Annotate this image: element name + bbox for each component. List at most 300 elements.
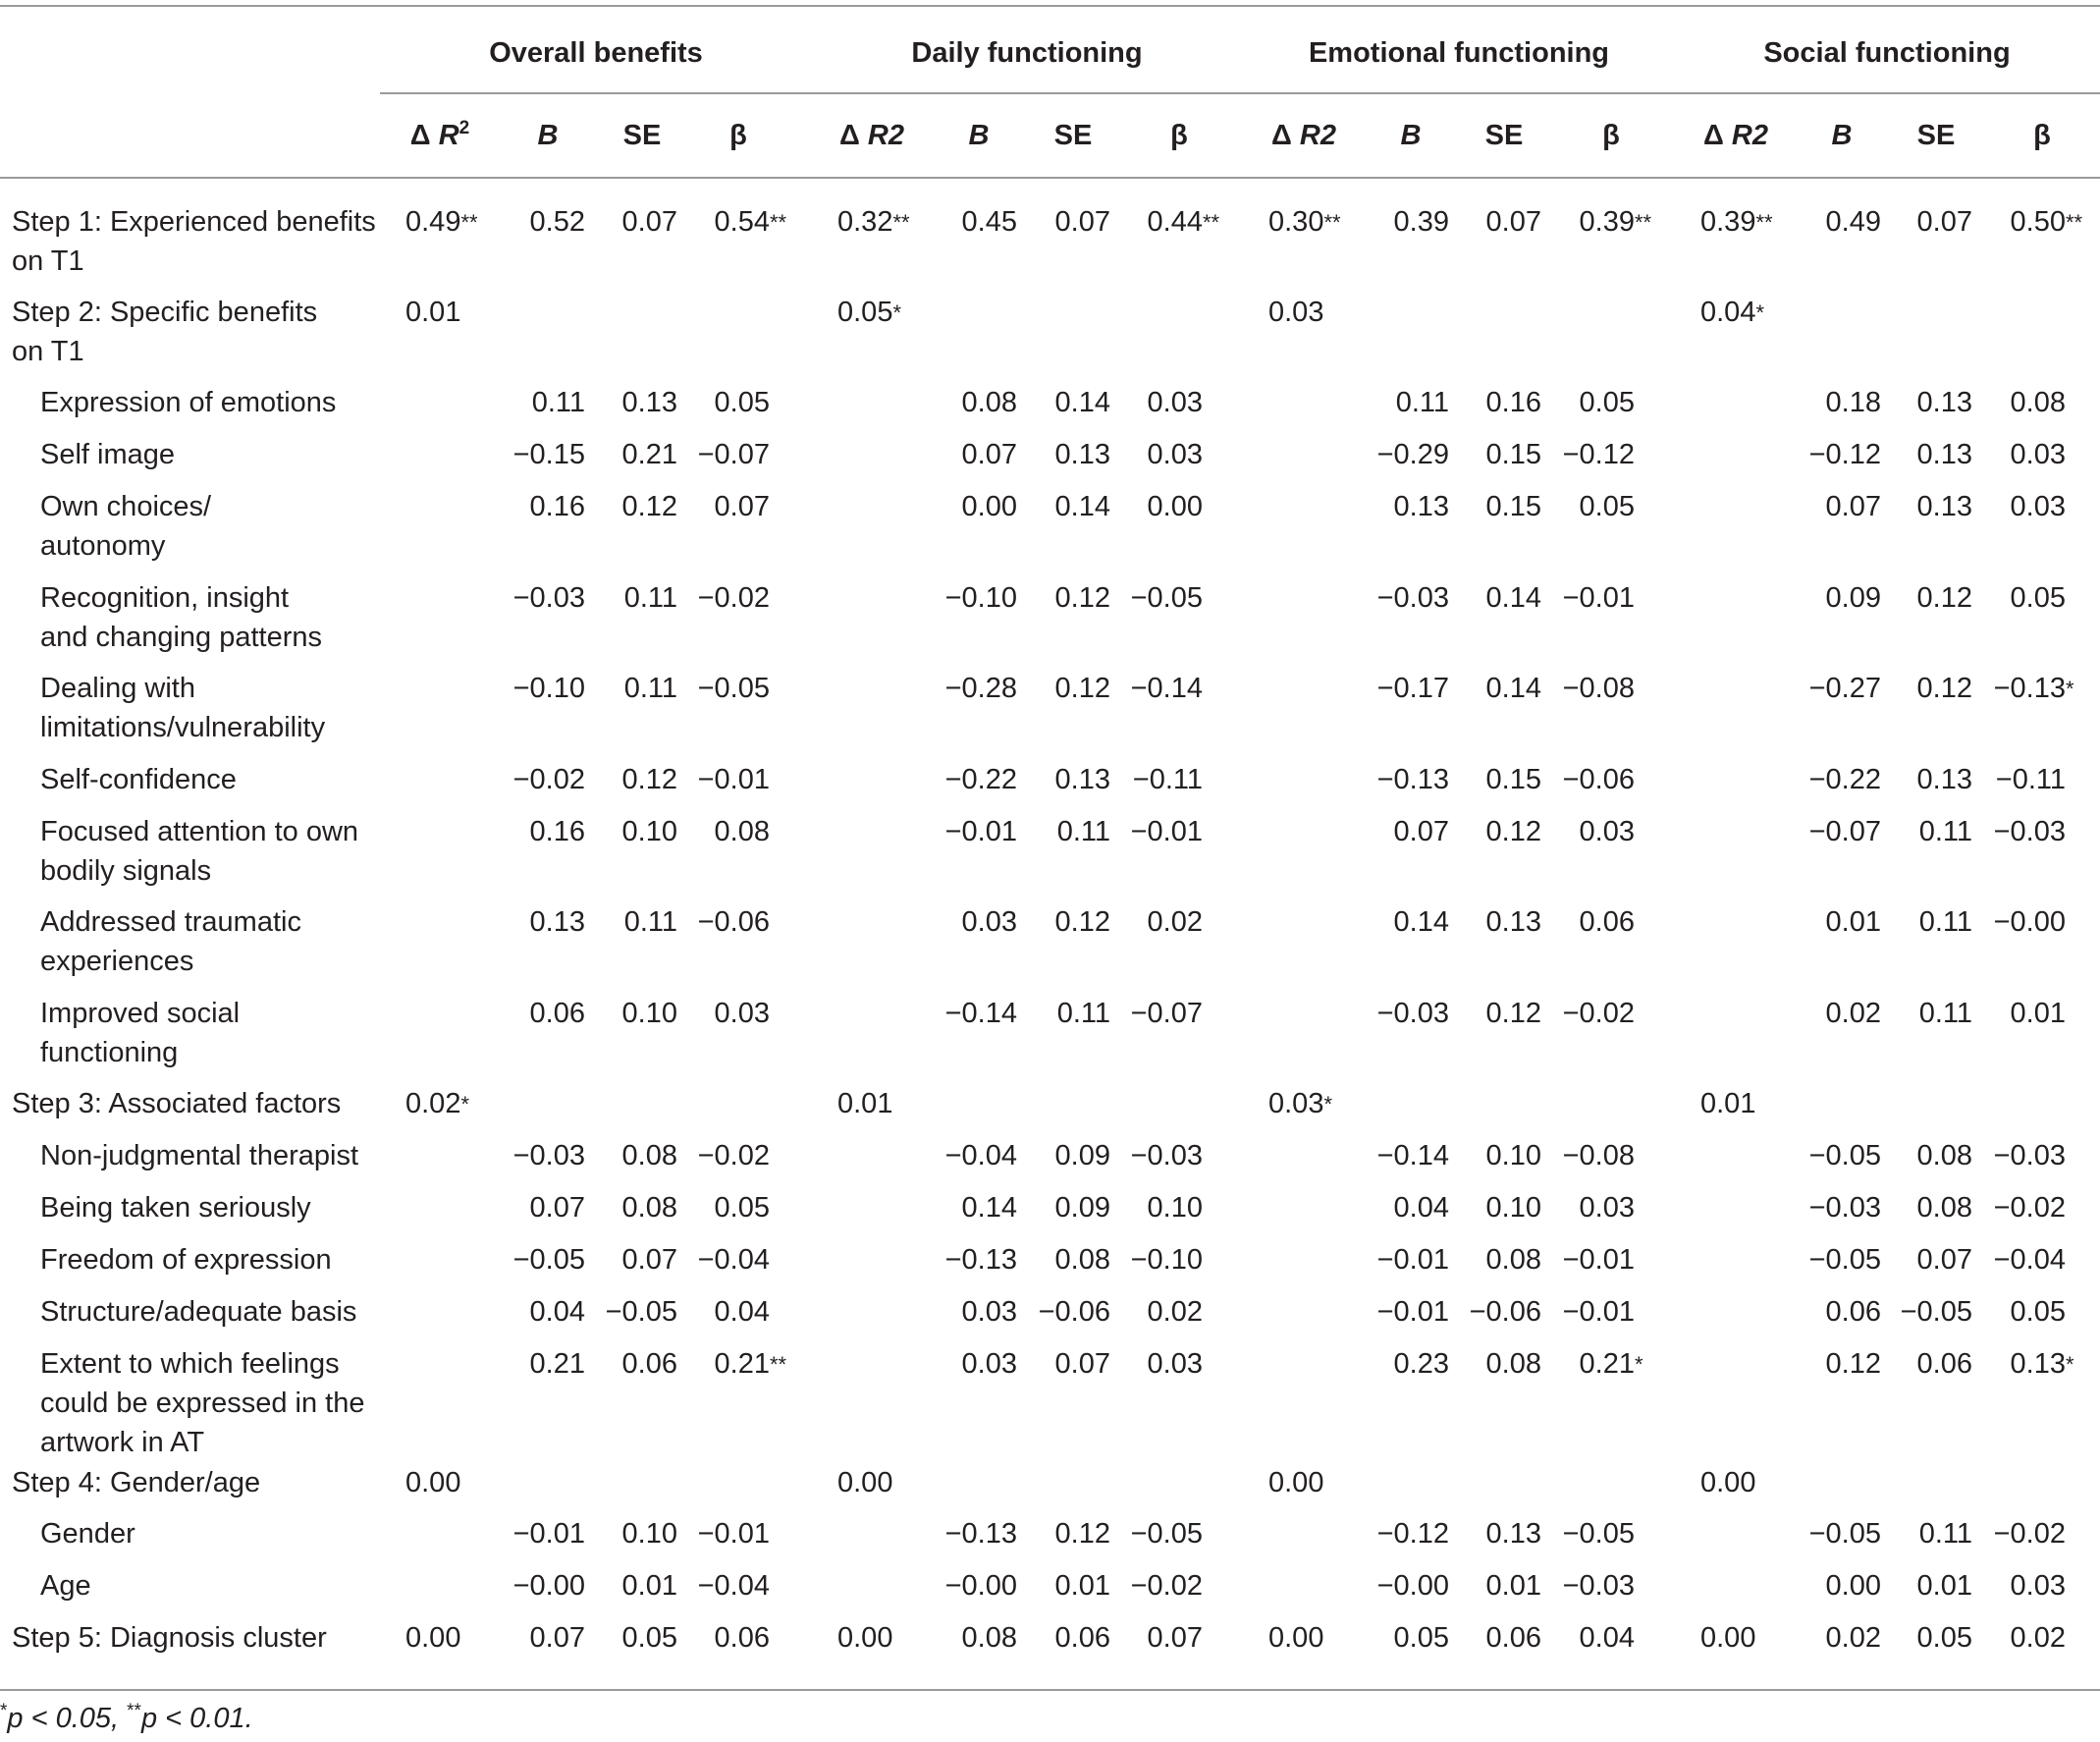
- cell-se: [1864, 1566, 1972, 1606]
- row-label: Step 2: Specific benefits on T1: [12, 297, 318, 367]
- cell-delta-r2: [405, 1463, 460, 1502]
- cell-se: [1433, 1618, 1541, 1658]
- cell-beta: [1527, 383, 1635, 422]
- cell-beta: [1095, 669, 1203, 708]
- cell-beta: [1095, 578, 1203, 618]
- significance-marker: **: [770, 1352, 787, 1377]
- cell-se: [1864, 1344, 1972, 1384]
- cell-value: 0.44: [1147, 206, 1203, 238]
- cell-se: [1864, 669, 1972, 708]
- cell-se: [1433, 435, 1541, 474]
- cell-value: 0.32: [837, 206, 893, 238]
- cell-value: 0.08: [961, 387, 1017, 418]
- cell-value: 0.07: [1825, 491, 1881, 522]
- cell-value: −0.01: [1130, 816, 1203, 847]
- cell-value: 0.01: [1825, 906, 1881, 938]
- cell-value: 0.01: [2010, 998, 2066, 1029]
- row-label: Self-confidence: [40, 764, 237, 795]
- cell-b: [909, 1188, 1017, 1227]
- cell-delta-r2: [837, 1463, 892, 1502]
- header-b: B: [968, 120, 990, 151]
- cell-value: 0.11: [623, 673, 677, 704]
- row-label: Non-judgmental therapist: [40, 1140, 359, 1171]
- cell-value: 0.05: [1579, 491, 1635, 522]
- cell-value: 0.11: [1056, 816, 1110, 847]
- significance-marker: **: [460, 210, 478, 235]
- cell-value: 0.05: [1916, 1622, 1972, 1654]
- header-beta: β: [729, 120, 747, 151]
- cell-value: 0.03: [1579, 1192, 1635, 1224]
- row-label: Improved social functioning: [40, 998, 241, 1068]
- cell-se: [1433, 202, 1541, 242]
- significance-marker: *: [1755, 300, 1765, 325]
- r-squared-label: R2: [1299, 120, 1336, 151]
- cell-se: [1864, 760, 1972, 799]
- cell-beta: [662, 994, 770, 1033]
- cell-beta: [1527, 902, 1635, 942]
- cell-value: 0.03: [961, 1348, 1017, 1380]
- cell-b: [909, 994, 1017, 1033]
- cell-b: [909, 669, 1017, 708]
- cell-value: 0.15: [1485, 764, 1541, 795]
- r-squared-label: R: [438, 120, 459, 151]
- cell-value: 0.11: [1918, 816, 1972, 847]
- cell-value: 0.11: [1918, 1518, 1972, 1550]
- cell-value: 0.06: [621, 1348, 677, 1380]
- cell-beta: [1527, 1514, 1635, 1553]
- cell-value: −0.14: [1376, 1140, 1449, 1171]
- significance-marker: **: [1203, 210, 1220, 235]
- cell-se: [1864, 1136, 1972, 1175]
- cell-value: −0.02: [1562, 998, 1635, 1029]
- cell-delta-r2: [1268, 202, 1341, 242]
- cell-value: 0.54: [714, 206, 770, 238]
- r-squared-exponent: 2: [458, 118, 470, 138]
- cell-value: 0.16: [529, 491, 585, 522]
- cell-value: 0.10: [1485, 1140, 1541, 1171]
- cell-value: 0.14: [1054, 387, 1110, 418]
- cell-value: 0.13: [1054, 439, 1110, 470]
- cell-beta: [1095, 1240, 1203, 1279]
- cell-beta: [662, 1618, 770, 1658]
- cell-value: 0.06: [1825, 1296, 1881, 1328]
- cell-beta: [1958, 760, 2066, 799]
- cell-value: 0.04: [1700, 297, 1756, 328]
- row-label: Step 1: Experienced benefits on T1: [12, 206, 376, 277]
- cell-b: [909, 1618, 1017, 1658]
- cell-value: 0.39: [1579, 206, 1635, 238]
- cell-value: 0.06: [1579, 906, 1635, 938]
- cell-value: 0.08: [1485, 1348, 1541, 1380]
- cell-value: 0.05: [621, 1622, 677, 1654]
- cell-value: −0.10: [512, 673, 585, 704]
- cell-value: 0.03: [1268, 297, 1324, 328]
- cell-value: 0.03: [961, 906, 1017, 938]
- cell-beta: [662, 1566, 770, 1606]
- header-bottom-rule: [0, 177, 2100, 179]
- cell-beta: [1095, 487, 1203, 526]
- cell-value: −0.10: [1130, 1244, 1203, 1276]
- header-beta: β: [1602, 120, 1620, 151]
- cell-value: 0.06: [1485, 1622, 1541, 1654]
- cell-value: −0.01: [1562, 1296, 1635, 1328]
- cell-value: 0.06: [714, 1622, 770, 1654]
- cell-beta: [1958, 202, 2083, 242]
- significance-marker: *: [460, 1092, 470, 1116]
- footnote-text-2: p < 0.01.: [140, 1703, 253, 1734]
- cell-value: 0.07: [621, 206, 677, 238]
- cell-value: −0.03: [1993, 816, 2066, 847]
- cell-value: −0.02: [697, 582, 770, 614]
- cell-value: 0.00: [837, 1622, 893, 1654]
- cell-beta: [662, 1514, 770, 1553]
- cell-value: −0.02: [1130, 1570, 1203, 1602]
- cell-value: 0.03: [1268, 1088, 1324, 1119]
- cell-value: 0.12: [1916, 673, 1972, 704]
- cell-value: 0.14: [1485, 582, 1541, 614]
- cell-value: −0.05: [1562, 1518, 1635, 1550]
- cell-value: 0.06: [1054, 1622, 1110, 1654]
- cell-value: −0.03: [1130, 1140, 1203, 1171]
- cell-beta: [662, 902, 770, 942]
- cell-value: −0.05: [1130, 1518, 1203, 1550]
- cell-value: 0.13: [2010, 1348, 2066, 1380]
- cell-value: −0.07: [1808, 816, 1881, 847]
- header-b: B: [1400, 120, 1422, 151]
- cell-value: −0.01: [697, 764, 770, 795]
- cell-value: 0.00: [405, 1467, 461, 1498]
- cell-value: 0.03: [714, 998, 770, 1029]
- cell-value: 0.14: [1393, 906, 1449, 938]
- cell-se: [1433, 669, 1541, 708]
- cell-value: −0.13: [944, 1244, 1017, 1276]
- cell-beta: [1958, 435, 2066, 474]
- cell-value: 0.02: [1825, 1622, 1881, 1654]
- cell-value: −0.03: [512, 1140, 585, 1171]
- cell-value: −0.29: [1376, 439, 1449, 470]
- cell-value: 0.04: [529, 1296, 585, 1328]
- cell-value: 0.08: [714, 816, 770, 847]
- cell-value: −0.03: [1562, 1570, 1635, 1602]
- header-delta-r2: [1677, 116, 1795, 155]
- cell-value: −0.13: [1993, 673, 2066, 704]
- cell-value: −0.11: [1132, 764, 1203, 795]
- cell-value: −0.13: [1376, 764, 1449, 795]
- cell-value: 0.01: [837, 1088, 893, 1119]
- cell-beta: [1095, 202, 1220, 242]
- significance-marker: **: [1323, 210, 1341, 235]
- cell-beta: [1095, 760, 1203, 799]
- cell-se: [1864, 994, 1972, 1033]
- cell-value: 0.07: [1147, 1622, 1203, 1654]
- cell-se: [1433, 760, 1541, 799]
- cell-beta: [662, 669, 770, 708]
- significance-marker: **: [1755, 210, 1773, 235]
- significance-marker: *: [2066, 1352, 2074, 1377]
- cell-value: 0.02: [1147, 1296, 1203, 1328]
- cell-beta: [1958, 1618, 2066, 1658]
- cell-value: −0.13: [944, 1518, 1017, 1550]
- cell-value: 0.07: [1485, 206, 1541, 238]
- cell-value: 0.12: [621, 491, 677, 522]
- cell-value: −0.12: [1562, 439, 1635, 470]
- cell-beta: [1095, 994, 1203, 1033]
- cell-value: 0.11: [623, 906, 677, 938]
- cell-delta-r2: [1268, 1463, 1323, 1502]
- cell-value: 0.12: [621, 764, 677, 795]
- cell-value: 0.07: [1916, 206, 1972, 238]
- footnote-text-1: p < 0.05,: [7, 1703, 128, 1734]
- cell-value: 0.13: [529, 906, 585, 938]
- cell-value: 0.21: [714, 1348, 770, 1380]
- cell-beta: [1527, 669, 1635, 708]
- group-header-rule: [380, 92, 2100, 94]
- footnote: [0, 1699, 253, 1738]
- cell-value: −0.01: [944, 816, 1017, 847]
- cell-value: −0.01: [1376, 1244, 1449, 1276]
- cell-value: 0.00: [1700, 1622, 1756, 1654]
- cell-b: [909, 1292, 1017, 1332]
- cell-delta-r2: [1700, 293, 1765, 332]
- cell-value: 0.05: [2010, 582, 2066, 614]
- row-label: Extent to which feelings could be expressed in the artwork in AT: [40, 1348, 365, 1458]
- cell-beta: [1095, 1618, 1203, 1658]
- cell-beta: [662, 487, 770, 526]
- cell-value: 0.04: [1579, 1622, 1635, 1654]
- cell-delta-r2: [405, 202, 478, 242]
- cell-value: 0.10: [621, 816, 677, 847]
- cell-value: −0.12: [1808, 439, 1881, 470]
- cell-value: −0.02: [512, 764, 585, 795]
- cell-beta: [1958, 1344, 2074, 1384]
- cell-value: −0.05: [1808, 1140, 1881, 1171]
- cell-se: [1864, 435, 1972, 474]
- cell-delta-r2: [1268, 1084, 1333, 1123]
- cell-value: 0.12: [1825, 1348, 1881, 1380]
- cell-beta: [1095, 435, 1203, 474]
- cell-beta: [1958, 578, 2066, 618]
- cell-value: −0.22: [1808, 764, 1881, 795]
- cell-beta: [1527, 578, 1635, 618]
- cell-value: 0.07: [1393, 816, 1449, 847]
- cell-value: 0.07: [621, 1244, 677, 1276]
- cell-se: [1433, 1240, 1541, 1279]
- footnote-star-single: *: [0, 1701, 8, 1721]
- cell-value: 0.05: [1579, 387, 1635, 418]
- cell-beta: [1095, 1136, 1203, 1175]
- cell-value: 0.06: [1916, 1348, 1972, 1380]
- cell-value: 0.15: [1485, 439, 1541, 470]
- cell-b: [909, 383, 1017, 422]
- cell-value: 0.14: [1054, 491, 1110, 522]
- cell-value: 0.04: [1393, 1192, 1449, 1224]
- cell-value: 0.16: [529, 816, 585, 847]
- cell-b: [909, 1514, 1017, 1553]
- cell-value: −0.00: [1993, 906, 2066, 938]
- cell-beta: [1095, 902, 1203, 942]
- significance-marker: *: [892, 300, 902, 325]
- cell-value: 0.12: [1054, 906, 1110, 938]
- cell-delta-r2: [1268, 293, 1323, 332]
- cell-beta: [1958, 487, 2066, 526]
- cell-value: −0.05: [1808, 1518, 1881, 1550]
- cell-beta: [1527, 1136, 1635, 1175]
- cell-value: 0.08: [961, 1622, 1017, 1654]
- delta-symbol: Δ: [1703, 120, 1732, 151]
- cell-delta-r2: [1700, 1618, 1755, 1658]
- cell-value: −0.03: [1993, 1140, 2066, 1171]
- cell-se: [1433, 1188, 1541, 1227]
- cell-value: −0.08: [1562, 1140, 1635, 1171]
- header-delta-r2: [813, 116, 931, 155]
- cell-beta: [1958, 669, 2074, 708]
- cell-value: −0.05: [1808, 1244, 1881, 1276]
- cell-value: 0.39: [1393, 206, 1449, 238]
- cell-value: 0.11: [623, 582, 677, 614]
- cell-b: [909, 902, 1017, 942]
- cell-value: −0.12: [1376, 1518, 1449, 1550]
- cell-se: [1864, 812, 1972, 851]
- cell-delta-r2: [837, 293, 902, 332]
- cell-beta: [1527, 1566, 1635, 1606]
- header-beta: β: [1170, 120, 1188, 151]
- cell-value: 0.03: [1147, 1348, 1203, 1380]
- cell-value: −0.14: [944, 998, 1017, 1029]
- cell-value: −0.04: [697, 1244, 770, 1276]
- cell-value: 0.13: [1485, 906, 1541, 938]
- cell-se: [1864, 902, 1972, 942]
- cell-value: 0.07: [1916, 1244, 1972, 1276]
- cell-beta: [1958, 383, 2066, 422]
- cell-value: 0.07: [961, 439, 1017, 470]
- cell-beta: [1958, 1136, 2066, 1175]
- cell-beta: [662, 1188, 770, 1227]
- delta-symbol: Δ: [839, 120, 868, 151]
- cell-se: [1433, 1292, 1541, 1332]
- cell-beta: [1527, 1344, 1643, 1384]
- cell-b: [909, 578, 1017, 618]
- cell-beta: [662, 1240, 770, 1279]
- cell-value: −0.07: [1130, 998, 1203, 1029]
- cell-beta: [1527, 1240, 1635, 1279]
- cell-delta-r2: [1700, 1463, 1755, 1502]
- cell-value: 0.15: [1485, 491, 1541, 522]
- cell-value: −0.28: [944, 673, 1017, 704]
- cell-value: 0.21: [1579, 1348, 1635, 1380]
- cell-value: 0.39: [1700, 206, 1756, 238]
- cell-se: [1433, 812, 1541, 851]
- significance-marker: *: [2066, 677, 2074, 701]
- significance-marker: **: [1635, 210, 1652, 235]
- cell-se: [1433, 1344, 1541, 1384]
- cell-value: −0.02: [1993, 1192, 2066, 1224]
- cell-delta-r2: [1700, 202, 1773, 242]
- row-label: Gender: [40, 1518, 135, 1550]
- cell-se: [1864, 1514, 1972, 1553]
- cell-value: 0.12: [1054, 673, 1110, 704]
- cell-b: [909, 812, 1017, 851]
- cell-value: −0.00: [1376, 1570, 1449, 1602]
- cell-delta-r2: [405, 293, 460, 332]
- cell-value: 0.04: [714, 1296, 770, 1328]
- cell-beta: [1958, 994, 2066, 1033]
- cell-value: −0.10: [944, 582, 1017, 614]
- group-header-emotional-functioning: Emotional functioning: [1308, 37, 1610, 69]
- header-delta-r2: [1245, 116, 1363, 155]
- cell-value: 0.16: [1485, 387, 1541, 418]
- row-label: Recognition, insight and changing patterns: [40, 582, 322, 653]
- cell-beta: [662, 435, 770, 474]
- cell-value: −0.00: [944, 1570, 1017, 1602]
- cell-delta-r2: [837, 1084, 892, 1123]
- cell-value: 0.00: [405, 1622, 461, 1654]
- cell-value: 0.11: [1395, 387, 1449, 418]
- cell-value: 0.09: [1825, 582, 1881, 614]
- row-label: Structure/adequate basis: [40, 1296, 357, 1328]
- cell-value: −0.06: [697, 906, 770, 938]
- row-label: Age: [40, 1570, 91, 1602]
- cell-value: 0.05: [837, 297, 893, 328]
- cell-value: −0.14: [1130, 673, 1203, 704]
- delta-symbol: Δ: [409, 120, 439, 151]
- cell-beta: [1958, 1514, 2066, 1553]
- cell-value: −0.15: [512, 439, 585, 470]
- cell-value: 0.08: [621, 1140, 677, 1171]
- row-label: Self image: [40, 439, 176, 470]
- cell-beta: [662, 1136, 770, 1175]
- cell-value: 0.52: [529, 206, 585, 238]
- cell-value: 0.08: [1485, 1244, 1541, 1276]
- cell-value: −0.05: [697, 673, 770, 704]
- cell-value: 0.00: [837, 1467, 893, 1498]
- cell-beta: [1095, 812, 1203, 851]
- cell-value: 0.03: [1147, 387, 1203, 418]
- cell-b: [909, 487, 1017, 526]
- group-header-social-functioning: Social functioning: [1763, 37, 2011, 69]
- cell-value: −0.02: [1993, 1518, 2066, 1550]
- cell-value: −0.04: [1993, 1244, 2066, 1276]
- cell-beta: [1095, 1292, 1203, 1332]
- row-label: Expression of emotions: [40, 387, 337, 418]
- cell-se: [1433, 1136, 1541, 1175]
- cell-value: 0.10: [1485, 1192, 1541, 1224]
- cell-value: 0.00: [1268, 1467, 1324, 1498]
- cell-value: 0.08: [1054, 1244, 1110, 1276]
- header-beta: β: [2033, 120, 2051, 151]
- cell-value: 0.18: [1825, 387, 1881, 418]
- cell-value: 0.45: [961, 206, 1017, 238]
- cell-beta: [1527, 1618, 1635, 1658]
- cell-beta: [1527, 435, 1635, 474]
- cell-value: −0.01: [1562, 1244, 1635, 1276]
- cell-value: 0.06: [529, 998, 585, 1029]
- cell-value: −0.00: [512, 1570, 585, 1602]
- cell-beta: [1958, 1188, 2066, 1227]
- cell-value: −0.01: [1376, 1296, 1449, 1328]
- cell-value: 0.07: [529, 1622, 585, 1654]
- cell-value: 0.01: [1054, 1570, 1110, 1602]
- cell-value: 0.03: [2010, 439, 2066, 470]
- cell-value: 0.03: [1579, 816, 1635, 847]
- r-squared-label: R2: [867, 120, 904, 151]
- row-label: Step 5: Diagnosis cluster: [12, 1622, 327, 1654]
- cell-value: −0.03: [512, 582, 585, 614]
- cell-value: 0.05: [714, 1192, 770, 1224]
- cell-b: [909, 202, 1017, 242]
- cell-value: 0.01: [621, 1570, 677, 1602]
- table-bottom-rule: [0, 1689, 2100, 1691]
- cell-value: 0.21: [621, 439, 677, 470]
